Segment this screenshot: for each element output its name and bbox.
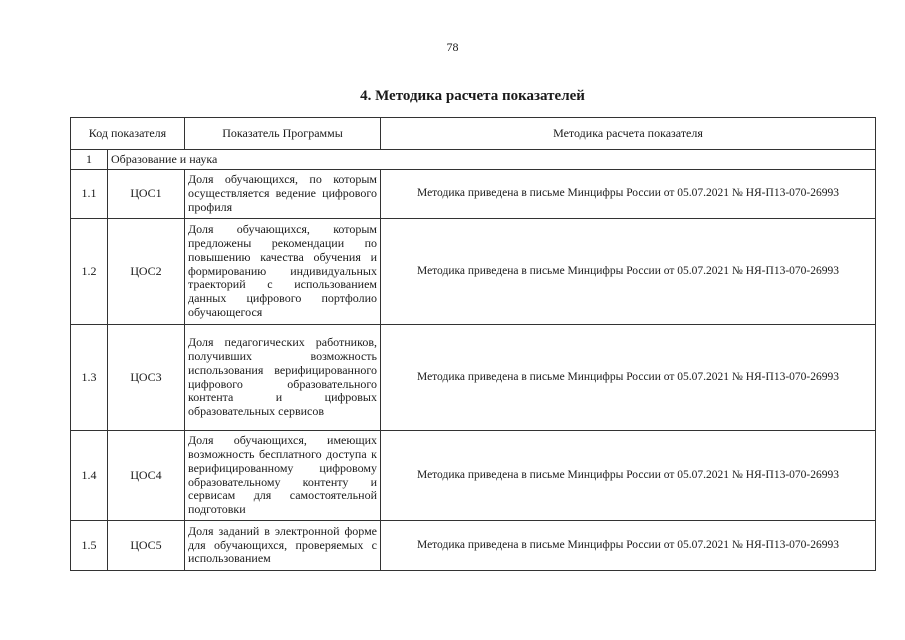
row-code: ЦОС5 (108, 521, 185, 571)
row-method: Методика приведена в письме Минцифры России от 05.07.2021 № НЯ-П13-070-26993 (381, 521, 876, 571)
row-code: ЦОС4 (108, 431, 185, 521)
header-method: Методика расчета показателя (381, 118, 876, 150)
table-row (71, 219, 876, 325)
row-indicator-name: Доля заданий в электронной форме для обучающихся, проверяемых с использованием (188, 524, 377, 566)
table-row (71, 325, 876, 431)
row-number: 1.5 (71, 521, 108, 571)
row-indicator-name: Доля педагогических работников, получивших возможность использования верифицированного цифрового образовательного контента и цифровых образовательных сервисов (185, 325, 381, 431)
row-code: ЦОС2 (108, 219, 185, 325)
header-code: Код показателя (71, 118, 185, 150)
table-row (71, 170, 876, 219)
page-number: 78 (446, 40, 459, 54)
section-number: 1 (71, 150, 108, 170)
row-code: ЦОС1 (108, 170, 185, 219)
row-indicator-name: Доля обучающихся, которым предложены рекомендации по повышению качества обучения и формированию индивидуальных траекторий с использованием данных цифрового портфолио обучающегося (185, 219, 381, 325)
row-code: ЦОС3 (108, 325, 185, 431)
row-indicator-name: Доля обучающихся, по которым осуществляется ведение цифрового профиля (185, 170, 381, 219)
row-number: 1.2 (71, 219, 108, 325)
row-indicator-name-cell (185, 521, 381, 571)
row-method: Методика приведена в письме Минцифры России от 05.07.2021 № НЯ-П13-070-26993 (381, 431, 876, 521)
row-number: 1.3 (71, 325, 108, 431)
row-number: 1.4 (71, 431, 108, 521)
section-row (71, 150, 876, 170)
header-name: Показатель Программы (185, 118, 381, 150)
section-title: 4. Методика расчета показателей (360, 88, 585, 104)
table-row (71, 521, 876, 571)
row-method: Методика приведена в письме Минцифры России от 05.07.2021 № НЯ-П13-070-26993 (381, 325, 876, 431)
row-method: Методика приведена в письме Минцифры России от 05.07.2021 № НЯ-П13-070-26993 (381, 219, 876, 325)
section-label: Образование и наука (108, 150, 876, 170)
row-method: Методика приведена в письме Минцифры России от 05.07.2021 № НЯ-П13-070-26993 (381, 170, 876, 219)
row-indicator-name: Доля обучающихся, имеющих возможность бесплатного доступа к верифицированному цифровому образовательному контенту и сервисам для самостоятельной подготовки (185, 431, 381, 521)
row-number: 1.1 (71, 170, 108, 219)
indicators-methods-table (70, 117, 876, 571)
table-row (71, 431, 876, 521)
table-header-row (71, 118, 876, 150)
